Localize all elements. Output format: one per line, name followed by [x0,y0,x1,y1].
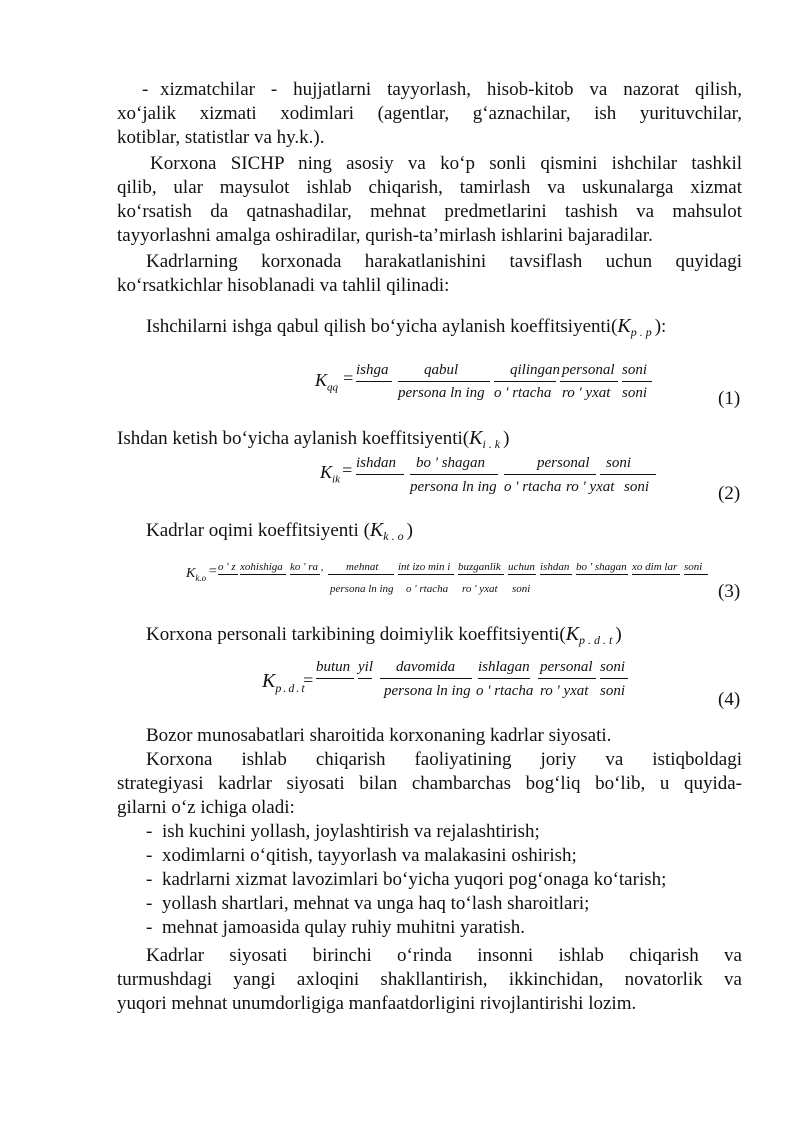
list-dash: - [146,821,153,842]
list-dash: - [146,869,153,890]
formula1-lhs: $K_{qq}$ [315,370,339,394]
list-item: yollash shartlari, mehnat va unga haq to‘lash sharoitlari; [162,893,590,914]
document-page: - xizmatchilar - hujjatlarni tayyorlash, hisob-kitob va nazorat qilish, xo‘jalik xizmati xodimlari (agentlar, g‘aznachilar, ish yurituvchilar, kotiblar, statistlar va hy.k.). Korxona SICHP ning asosiy va ko‘p sonli qismini ishchilar tashkil qilib, ular maysulot ishlab chiqarish, tamirlash va uskunalarga xizmat ko‘rsatish da qatnashadilar, mehnat predmetlarini tashish va mahsulot tayyorlashni amalga oshiradilar, qurish-ta’mirlash ishlarini bajaradilar. Kadrlarning korxonada harakatlanishini tavsiflash uchun quyidagi ko‘rsatkichlar hisoblanadi va tahlil qilinadi: Ishchilarni ishga qabul qilish bo‘yicha aylanish $koeffitsiyenti(K_{p.p})$: $K_{qq}$ = ishga qabul qilingan personal soni persona ln ing o ' rtacha ro ' yxat soni (1) Ishdan ketish bo‘yicha aylanish $koeffitsiyenti(K_{i.k})$ $K_{ik}$ = ishdan bo ' shagan personal soni persona ln ing o ' rtacha ro ' yxat soni (2) Kadrlar oqimi koeffitsiyenti $(K_{k.o})$ $K_{k.o}$ = o ' z xohishiga ko ' ra , mehnat int izo min i buzganlik uchun ishdan bo ' shagan xo dim lar soni persona ln ing o ' rtacha ro ' yxat soni (3) Korxona personali tarkibining doimiylik $koeffitsiyenti(K_{p.d.t})$ $K_{p.d.t}$ = butun yil davomida ishlagan personal soni persona ln ing o ' rtacha ro ' yxat soni (4) Bozor munosabatlari sharoitida korxonaning kadrlar siyosati. Korxona ishlab chiqarish faoliyatining joriy va istiqboldagi strategiyasi kadrlar siyosati bilan chambarchas bog‘liq bo‘lib, u quyida- gilarni o‘z ichiga oladi: - ish kuchini yollash, joylashtirish va rejalashtirish; - xodimlarni o‘qitish, tayyorlash va malakasini oshirish; - kadrlarni xizmat lavozimlari bo‘yicha yuqori pog‘onaga ko‘tarish; - yollash shartlari, mehnat va unga haq to‘lash sharoitlari; - mehnat jamoasida qulay ruhiy muhitni yaratish. Kadrlar siyosati birinchi o‘rinda insonni ishlab chiqarish va turmushdagi yangi axloqini shakllantirish, ikkinchidan, novatorlik va yuqori mehnat unumdorligiga manfaatdorligini rivojlantirishi lozim. [0,0,800,1131]
para5-line2: strategiyasi kadrlar siyosati bilan chambarchas bog‘liq bo‘lib, u quyida- [117,773,742,794]
equation-number-4: (4) [718,689,741,710]
list-dash: - [146,845,153,866]
para5-line1: Korxona ishlab chiqarish faoliyatining joriy va istiqboldagi [146,749,742,770]
equation-number-2: (2) [718,483,741,504]
formula3-lhs: $K_{k.o}$ [186,566,207,583]
para1-line1: xizmatchilar - hujjatlarni tayyorlash, hisob-kitob va nazorat qilish, [160,79,742,100]
para2-line2: qilib, ular maysulot ishlab chiqarish, tamirlash va uskunalarga xizmat [117,177,742,198]
para1-line2: xo‘jalik xizmati xodimlari (agentlar, g‘aznachilar, ish yurituvchilar, [117,103,742,124]
equation-number-1: (1) [718,388,741,409]
para2-line1: Korxona SICHP ning asosiy va ko‘p sonli qismini ishchilar tashkil [150,153,742,174]
list-dash: - [146,893,153,914]
equation-number-3: (3) [718,581,741,602]
list-item: xodimlarni o‘qitish, tayyorlash va malakasini oshirish; [162,845,577,866]
list-item: mehnat jamoasida qulay ruhiy muhitni yaratish. [162,917,526,938]
para2-line4: tayyorlashni amalga oshiradilar, qurish-ta’mirlash ishlarini bajaradilar. [117,225,653,246]
para1-line3: kotiblar, statistlar va hy.k.). [117,127,325,148]
formula1-intro: Ishchilarni ishga qabul qilish bo‘yicha aylanish $koeffitsiyenti(K_{p.p})$: [146,315,667,339]
formula2-lhs: $K_{ik}$ [320,462,340,486]
formula3-intro: Kadrlar oqimi koeffitsiyenti $(K_{k.o})$ [146,519,413,543]
list-dash: - [146,917,153,938]
para4: Bozor munosabatlari sharoitida korxonaning kadrlar siyosati. [146,725,612,746]
para3-line1: Kadrlarning korxonada harakatlanishini tavsiflash uchun quyidagi [146,251,742,272]
para6-line2: turmushdagi yangi axloqini shakllantirish, ikkinchidan, novatorlik va [117,969,742,990]
list-dash: - [142,79,149,100]
para3-line2: ko‘rsatkichlar hisoblanadi va tahlil qilinadi: [117,275,450,296]
list-item: kadrlarni xizmat lavozimlari bo‘yicha yuqori pog‘onaga ko‘tarish; [162,869,667,890]
formula2-intro: Ishdan ketish bo‘yicha aylanish $koeffitsiyenti(K_{i.k})$ [117,427,510,451]
para5-line3: gilarni o‘z ichiga oladi: [117,797,295,818]
list-item: ish kuchini yollash, joylashtirish va rejalashtirish; [162,821,540,842]
para6-line3: yuqori mehnat unumdorligiga manfaatdorligini rivojlantirishi lozim. [117,993,637,1014]
formula4-lhs: $K_{p.d.t}$ [262,670,307,695]
formula4-intro: Korxona personali tarkibining doimiylik $koeffitsiyenti(K_{p.d.t})$ [146,623,622,647]
para2-line3: ko‘rsatish da qatnashadilar, mehnat predmetlarini tashish va mahsulot [117,201,742,222]
para6-line1: Kadrlar siyosati birinchi o‘rinda insonni ishlab chiqarish va [146,945,742,966]
